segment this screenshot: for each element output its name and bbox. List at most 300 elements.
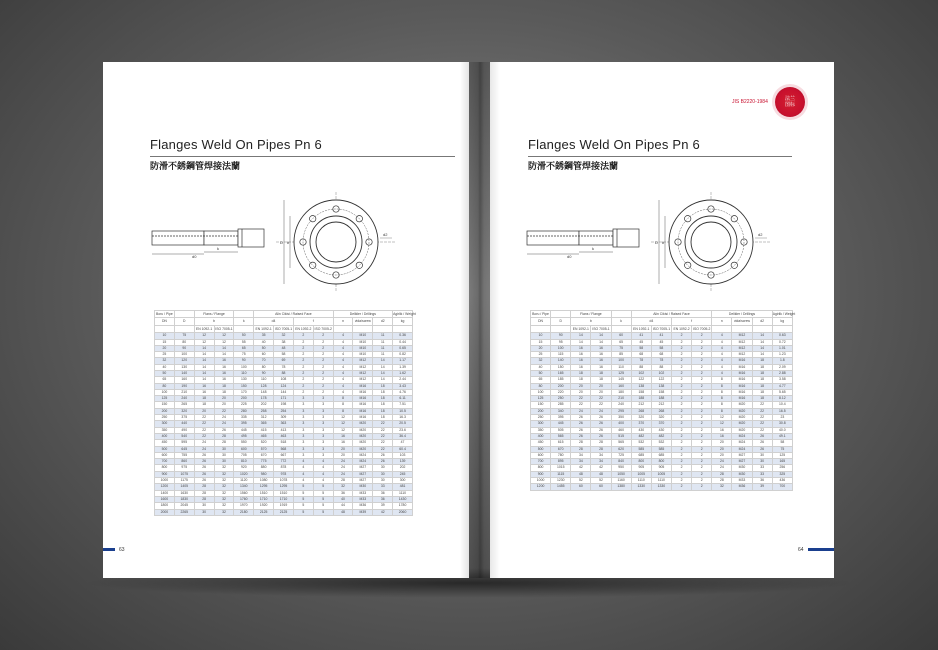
table-cell: 20 — [571, 389, 591, 395]
table-cell: 2 — [313, 371, 333, 377]
table-cell: 22 — [194, 421, 214, 427]
table-cell: 33 — [752, 471, 772, 477]
table-cell: 16.3 — [393, 415, 413, 421]
table-cell: 11 — [373, 339, 393, 345]
table-cell: 20 — [531, 345, 551, 351]
table-cell: 14 — [194, 358, 214, 364]
table-cell: 312 — [254, 415, 274, 421]
table-cell: 1115 — [551, 471, 571, 477]
table-cell: M16 — [732, 383, 752, 389]
table-cell: 5 — [293, 484, 313, 490]
table-cell: 4 — [333, 358, 353, 364]
table-cell: 12 — [194, 339, 214, 345]
table-cell: 28 — [194, 496, 214, 502]
table-cell: 60 — [591, 484, 611, 490]
table-cell: 128 — [254, 383, 274, 389]
table-cell: 16 — [712, 433, 732, 439]
table-cell: 34 — [591, 459, 611, 465]
table-cell: 16 — [591, 352, 611, 358]
table-cell: 30 — [214, 459, 234, 465]
table-cell: 36 — [373, 490, 393, 496]
table-cell: 540 — [174, 433, 194, 439]
table-cell: M24 — [732, 440, 752, 446]
table-cell: 1000 — [531, 478, 551, 484]
table-cell: 800 — [155, 465, 175, 471]
table-cell: 400 — [155, 433, 175, 439]
table-cell: 2 — [671, 433, 691, 439]
table-cell: 16 — [333, 440, 353, 446]
table-cell: 450 — [155, 440, 175, 446]
table-cell: 265 — [174, 402, 194, 408]
table-cell: M12 — [353, 364, 373, 370]
table-cell: 1380 — [611, 484, 631, 490]
label-d0: d0 — [567, 254, 572, 259]
table-cell: 1780 — [393, 503, 413, 509]
table-cell: 1078 — [274, 478, 294, 484]
table-cell: 481 — [393, 484, 413, 490]
table-header-cell: ISO 7005-1 — [274, 326, 293, 331]
table-cell: 20.5 — [393, 421, 413, 427]
table-cell: 2 — [293, 371, 313, 377]
table-cell: 800 — [651, 459, 671, 465]
table-cell: 18 — [373, 396, 393, 402]
table-cell: 4 — [712, 339, 732, 345]
table-cell: 2 — [671, 345, 691, 351]
table-cell: 3 — [313, 433, 333, 439]
table-cell: 880 — [254, 465, 274, 471]
table-cell: 14 — [752, 339, 772, 345]
table-cell: 44 — [333, 503, 353, 509]
table-cell: 8 — [712, 402, 732, 408]
table-cell: 532 — [651, 440, 671, 446]
table-cell: 975 — [174, 465, 194, 471]
table-cell: M20 — [353, 446, 373, 452]
table-cell: 2 — [692, 333, 712, 339]
table-cell: 11 — [373, 345, 393, 351]
table-cell: 39 — [752, 484, 772, 490]
table-header-row — [531, 325, 793, 332]
table-cell: M27 — [353, 478, 373, 484]
table-cell: 65 — [531, 377, 551, 383]
table-header-cell: EN 1092-2 — [295, 326, 312, 331]
table-cell: 18 — [373, 408, 393, 414]
table-cell: 2 — [692, 484, 712, 490]
table-header-row — [155, 325, 413, 332]
table-cell: 4 — [313, 465, 333, 471]
table-cell: 2 — [692, 408, 712, 414]
table-cell: 42 — [373, 509, 393, 515]
table-cell: 22 — [752, 427, 772, 433]
table-cell: 4 — [313, 471, 333, 477]
table-cell: 2 — [692, 377, 712, 383]
table-cell: 188 — [631, 396, 651, 402]
page-title: Flanges Weld On Pipes Pn 6 — [150, 137, 322, 152]
table-cell: 18 — [752, 396, 772, 402]
table-cell: 95 — [551, 339, 571, 345]
table-cell: 150 — [551, 364, 571, 370]
table-cell: 2 — [671, 339, 691, 345]
table-cell: 32 — [214, 484, 234, 490]
table-cell: M24 — [353, 459, 373, 465]
table-cell: 12 — [214, 333, 234, 339]
table-cell: 2 — [692, 421, 712, 427]
book-gutter — [460, 62, 500, 578]
table-cell: 482 — [651, 433, 671, 439]
table-cell: 18 — [752, 389, 772, 395]
table-cell: 32 — [214, 471, 234, 477]
table-cell: 2 — [671, 333, 691, 339]
table-cell: 60 — [254, 352, 274, 358]
table-cell: 8 — [712, 389, 732, 395]
table-cell: 22 — [373, 421, 393, 427]
table-cell: 100 — [155, 389, 175, 395]
table-header-cell: d4 — [631, 318, 671, 325]
table-cell: 5 — [313, 484, 333, 490]
table-cell: M16 — [732, 364, 752, 370]
table-cell: 4 — [712, 358, 732, 364]
table-cell: 20 — [333, 446, 353, 452]
table-cell: 0.44 — [393, 339, 413, 345]
table-cell: 8 — [712, 377, 732, 383]
table-cell: M30 — [732, 471, 752, 477]
table-cell: 980 — [254, 471, 274, 477]
table-cell: 24 — [194, 446, 214, 452]
table-header-cell: vida/screw — [732, 318, 752, 325]
table-header-cell: ISO 7005-1 — [592, 326, 610, 331]
table-cell: M36 — [732, 484, 752, 490]
table-cell: 2 — [293, 345, 313, 351]
table-cell: 210 — [174, 389, 194, 395]
table-cell: 18 — [752, 371, 772, 377]
table-cell: 32 — [214, 478, 234, 484]
table-cell: 3 — [293, 440, 313, 446]
table-cell: M16 — [353, 396, 373, 402]
table-cell: 905 — [651, 465, 671, 471]
table-cell: 775 — [254, 459, 274, 465]
table-cell: 2 — [313, 352, 333, 358]
table-cell: 2 — [692, 427, 712, 433]
table-cell: 250 — [155, 415, 175, 421]
table-cell: 178 — [254, 396, 274, 402]
table-cell: 8 — [712, 396, 732, 402]
table-cell: 108 — [274, 377, 294, 383]
table-cell: 90 — [254, 371, 274, 377]
table-header-cell: EN 1092-1 — [196, 326, 213, 331]
table-cell: 445 — [234, 427, 254, 433]
table-cell: 190 — [174, 383, 194, 389]
table-cell: 14 — [752, 333, 772, 339]
table-cell: 705 — [234, 452, 254, 458]
table-cell: 1510 — [274, 490, 294, 496]
table-cell: 1110 — [631, 478, 651, 484]
table-cell: 35 — [254, 333, 274, 339]
table-cell: 2 — [671, 415, 691, 421]
table-cell: 2 — [313, 389, 333, 395]
table-cell: 4 — [712, 333, 732, 339]
table-cell: 600 — [531, 452, 551, 458]
table-cell: 58 — [651, 345, 671, 351]
table-cell: 5.65 — [772, 389, 792, 395]
table-cell: 50 — [234, 333, 254, 339]
table-cell: 120 — [174, 358, 194, 364]
table-cell: 88 — [274, 371, 294, 377]
table-header-row — [155, 311, 413, 318]
table-cell: 100 — [551, 345, 571, 351]
table-cell: 395 — [234, 421, 254, 427]
table-cell: 18 — [373, 389, 393, 395]
table-cell: 2 — [313, 345, 333, 351]
table-cell: 34 — [571, 452, 591, 458]
table-cell: 350 — [155, 427, 175, 433]
table-header-cell: d2 — [373, 318, 393, 325]
table-cell: 24 — [712, 465, 732, 471]
table-cell: 26 — [194, 478, 214, 484]
table-cell: 2 — [671, 446, 691, 452]
table-cell: 0.72 — [772, 339, 792, 345]
table-cell: 1020 — [234, 471, 254, 477]
table-cell: 4.77 — [772, 383, 792, 389]
table-cell: M16 — [732, 371, 752, 377]
table-cell: 36 — [333, 490, 353, 496]
table-cell: 1330 — [631, 484, 651, 490]
table-cell: M16 — [732, 396, 752, 402]
table-cell: 22 — [591, 402, 611, 408]
table-cell: 115 — [551, 352, 571, 358]
table-cell: 14 — [591, 339, 611, 345]
label-d0: d0 — [192, 254, 197, 259]
table-cell: M20 — [353, 433, 373, 439]
table-cell: 500 — [155, 446, 175, 452]
table-cell: 20 — [712, 446, 732, 452]
table-cell: 685 — [631, 452, 651, 458]
table-header-cell: ISO 7005-1 — [215, 326, 233, 331]
table-cell: 4 — [333, 364, 353, 370]
table-cell: 2 — [671, 389, 691, 395]
table-cell: 8 — [333, 396, 353, 402]
table-cell: 22 — [571, 396, 591, 402]
table-header-cell: f — [671, 318, 711, 325]
table-cell: 16 — [591, 345, 611, 351]
table-cell: M27 — [732, 452, 752, 458]
table-cell: 2 — [692, 415, 712, 421]
table-cell: 14 — [194, 371, 214, 377]
table-cell: 138 — [631, 383, 651, 389]
table-cell: 102 — [631, 371, 651, 377]
table-cell: 3 — [293, 396, 313, 402]
table-cell: M24 — [353, 452, 373, 458]
label-b: b — [287, 240, 290, 245]
table-cell: 2 — [293, 339, 313, 345]
table-cell: M10 — [353, 339, 373, 345]
table-cell: 14 — [194, 377, 214, 383]
table-cell: M16 — [732, 389, 752, 395]
table-cell: 645 — [174, 446, 194, 452]
table-cell: 4 — [333, 352, 353, 358]
table-cell: 22 — [194, 433, 214, 439]
table-cell: 48 — [333, 509, 353, 515]
table-cell: 16 — [214, 377, 234, 383]
table-cell: 2 — [692, 396, 712, 402]
table-cell: 20 — [194, 408, 214, 414]
table-cell: 1110 — [651, 478, 671, 484]
table-row — [531, 484, 793, 490]
table-cell: 32 — [531, 358, 551, 364]
table-cell: 11 — [373, 352, 393, 358]
table-cell: 1.8 — [772, 358, 792, 364]
table-cell: 32 — [214, 490, 234, 496]
table-cell: 1295 — [274, 484, 294, 490]
table-cell: 14 — [194, 364, 214, 370]
table-cell: M16 — [353, 415, 373, 421]
table-cell: 100 — [611, 358, 631, 364]
table-cell: 125 — [531, 396, 551, 402]
table-cell: M16 — [353, 408, 373, 414]
table-cell: 42 — [591, 465, 611, 471]
table-cell: M12 — [353, 377, 373, 383]
table-cell: 2 — [671, 421, 691, 427]
table-cell: 1120 — [234, 478, 254, 484]
table-cell: 14 — [752, 345, 772, 351]
table-cell: 22 — [373, 433, 393, 439]
table-cell: 30 — [373, 478, 393, 484]
table-cell: 22 — [214, 408, 234, 414]
table-cell: 0.82 — [393, 352, 413, 358]
table-header-cell: Alin Cikisi / Raised Face — [254, 311, 333, 318]
table-cell: 300 — [155, 421, 175, 427]
table-cell: 2180 — [234, 509, 254, 515]
table-cell: 2 — [692, 471, 712, 477]
table-header-cell: Agirlik / Weight — [393, 312, 416, 316]
table-cell: 144 — [274, 389, 294, 395]
table-cell: 1630 — [174, 490, 194, 496]
table-cell: 20 — [571, 383, 591, 389]
table-cell: 26 — [194, 459, 214, 465]
table-cell: 23.6 — [393, 427, 413, 433]
table-cell: 1330 — [651, 484, 671, 490]
table-cell: 32 — [214, 503, 234, 509]
table-cell: 450 — [531, 440, 551, 446]
table-header-cell — [531, 325, 551, 332]
table-cell: M16 — [353, 383, 373, 389]
table-cell: 725 — [611, 452, 631, 458]
table-cell: 22 — [373, 440, 393, 446]
table-cell: 280 — [234, 408, 254, 414]
table-cell: M12 — [732, 352, 752, 358]
table-header-row — [531, 318, 793, 325]
table-cell: 8 — [712, 383, 732, 389]
table-header-cell — [732, 325, 752, 332]
page-subtitle: 防滑不銹鋼管焊接法蘭 — [150, 161, 241, 171]
table-cell: 22 — [373, 446, 393, 452]
table-cell: 258 — [254, 408, 274, 414]
table-cell: M16 — [353, 389, 373, 395]
table-cell: 5 — [313, 490, 333, 496]
table-cell: 28 — [214, 440, 234, 446]
table-header-cell: b — [571, 318, 611, 325]
table-cell: 11 — [373, 333, 393, 339]
table-cell: 905 — [631, 465, 651, 471]
label-D: D — [280, 240, 283, 245]
table-cell: 110 — [611, 364, 631, 370]
table-cell: 28 — [591, 446, 611, 452]
table-cell: 8 — [712, 408, 732, 414]
table-cell: 18 — [373, 402, 393, 408]
table-cell: 26 — [591, 433, 611, 439]
table-header-cell — [611, 311, 631, 318]
table-cell: 1800 — [155, 503, 175, 509]
table-cell: 25 — [155, 352, 175, 358]
table-cell: 615 — [551, 440, 571, 446]
table-cell: M20 — [732, 402, 752, 408]
table-cell: 170 — [234, 389, 254, 395]
table-cell: 22 — [591, 396, 611, 402]
table-header-cell: Delikler / Drillings — [712, 311, 772, 318]
table-cell: 22 — [571, 402, 591, 408]
table-cell: 515 — [611, 433, 631, 439]
table-cell: 26 — [752, 433, 772, 439]
right-page — [490, 62, 834, 578]
table-cell: 1080 — [254, 478, 274, 484]
table-cell: 124 — [274, 383, 294, 389]
table-cell: 16 — [194, 383, 214, 389]
table-cell: 1050 — [611, 471, 631, 477]
table-cell: 3 — [313, 440, 333, 446]
table-cell: 18 — [752, 377, 772, 383]
table-cell: 24 — [194, 440, 214, 446]
table-header-cell: d4 — [254, 318, 294, 325]
table-cell: 18 — [373, 415, 393, 421]
table-cell: 2125 — [254, 509, 274, 515]
table-cell: 5 — [313, 509, 333, 515]
table-cell: 465 — [254, 433, 274, 439]
table-cell: 24 — [591, 408, 611, 414]
table-cell: 755 — [174, 452, 194, 458]
table-cell: 900 — [531, 471, 551, 477]
table-cell: 495 — [234, 433, 254, 439]
table-cell: 38 — [274, 339, 294, 345]
table-cell: 920 — [234, 465, 254, 471]
table-cell: M20 — [353, 440, 373, 446]
table-cell: 18 — [571, 371, 591, 377]
table-cell: 52 — [591, 478, 611, 484]
page-title: Flanges Weld On Pipes Pn 6 — [528, 137, 700, 152]
table-cell: 130 — [174, 364, 194, 370]
table-cell: 202 — [254, 402, 274, 408]
table-cell: 1920 — [254, 503, 274, 509]
table-header-cell — [155, 325, 175, 332]
table-cell: 60 — [611, 333, 631, 339]
table-header-cell: Delikler / Drillings — [333, 311, 393, 318]
table-cell: 26 — [214, 427, 234, 433]
table-cell: 1560 — [234, 490, 254, 496]
table-cell: 150 — [234, 383, 254, 389]
table-cell: 2 — [671, 352, 691, 358]
table-header-cell: DN — [155, 318, 175, 325]
table-cell: 2 — [671, 478, 691, 484]
table-cell: 14 — [373, 358, 393, 364]
table-cell: 3 — [293, 433, 313, 439]
table-cell: 2 — [692, 371, 712, 377]
table-cell: 15 — [155, 339, 175, 345]
table-header-cell: D — [551, 318, 571, 325]
table-cell: 2 — [692, 352, 712, 358]
table-cell: 32 — [214, 496, 234, 502]
table-cell: M33 — [732, 478, 752, 484]
table-header-cell: ISO 7005-2 — [314, 326, 332, 331]
table-cell: 42 — [571, 465, 591, 471]
table-header-cell: vida/screw — [354, 319, 371, 324]
table-cell: 300 — [393, 478, 413, 484]
